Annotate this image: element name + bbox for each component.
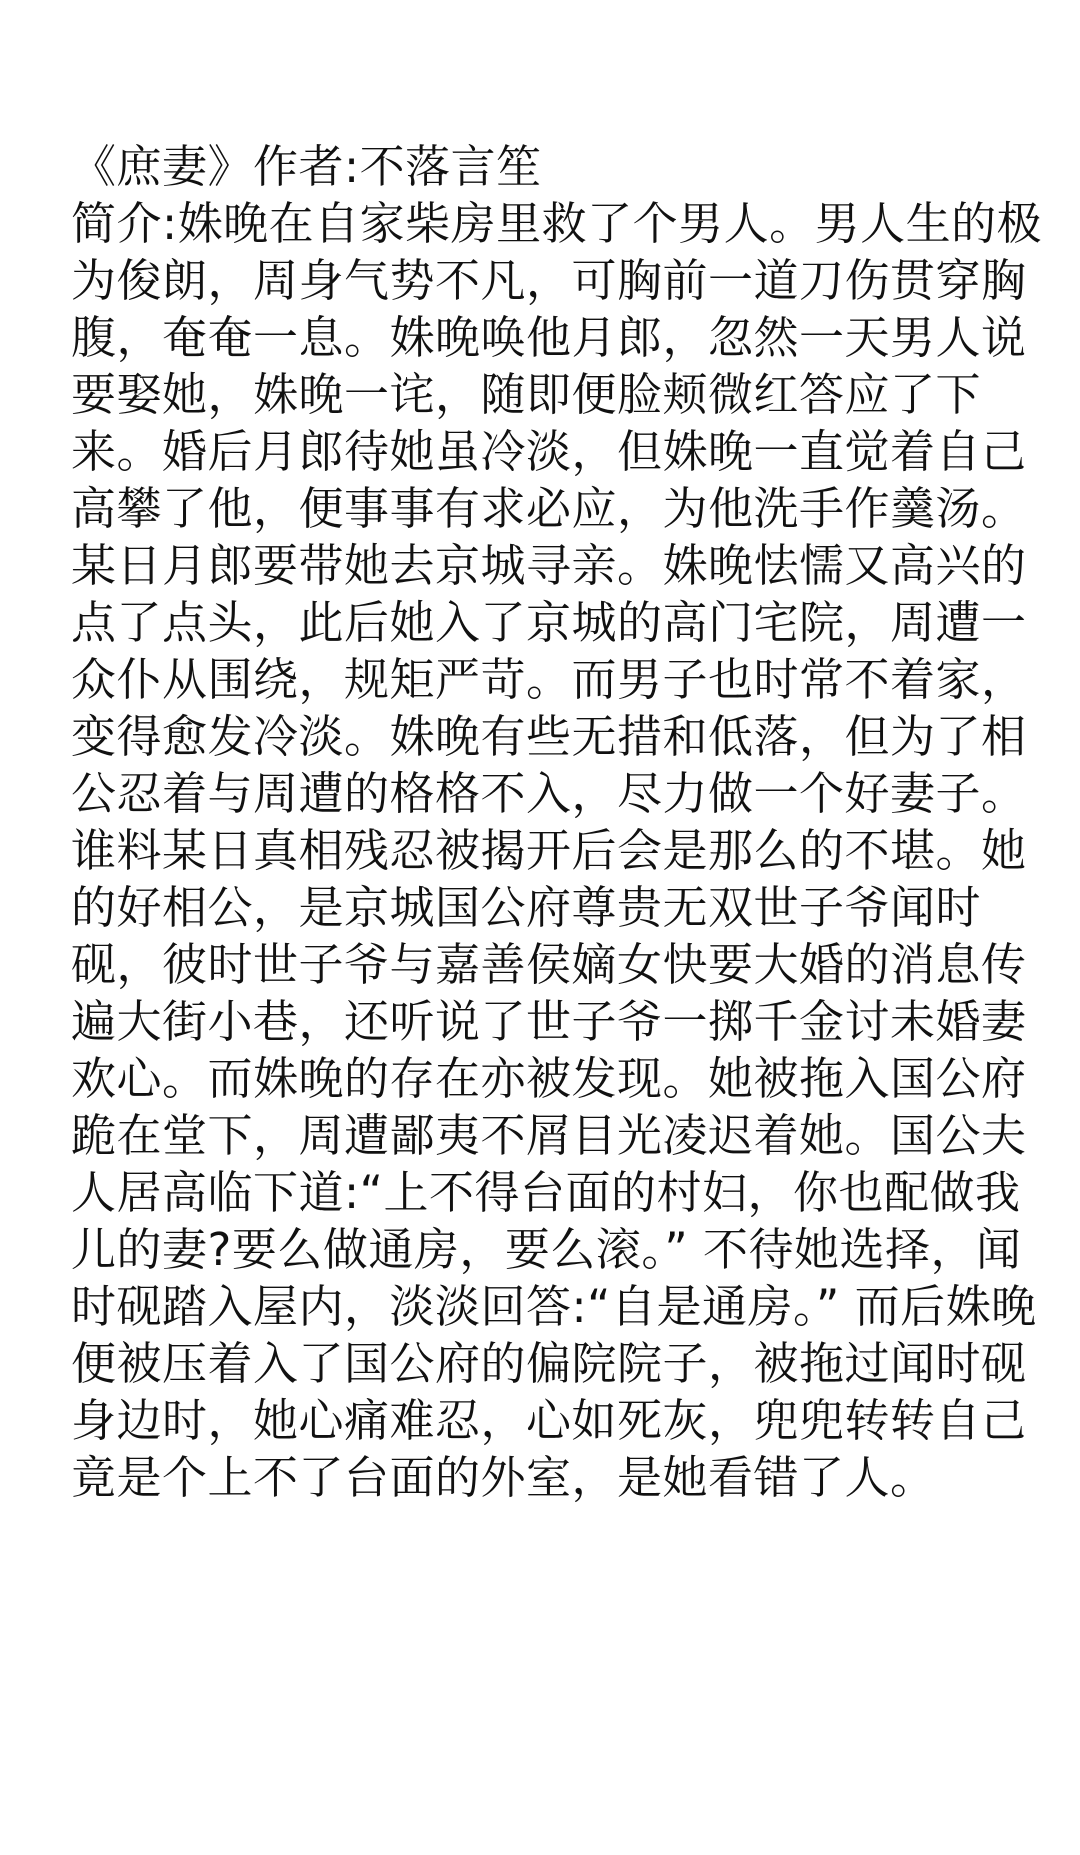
text-line: 为俊朗，周身气势不凡，可胸前一道刀伤贯穿胸	[71, 254, 1027, 307]
text-line: 时砚踏入屋内，淡淡回答:“自是通房。” 而后姝晚	[71, 1280, 1037, 1333]
text-line: 简介:姝晚在自家柴房里救了个男人。男人生的极	[71, 197, 1043, 250]
text-line: 变得愈发冷淡。姝晚有些无措和低落，但为了相	[71, 710, 1027, 763]
text-line: 来。婚后月郎待她虽冷淡，但姝晚一直觉着自己	[71, 425, 1027, 478]
text-line: 某日月郎要带她去京城寻亲。姝晚怯懦又高兴的	[71, 539, 1027, 592]
text-line: 便被压着入了国公府的偏院院子，被拖过闻时砚	[71, 1337, 1027, 1390]
text-line: 遍大街小巷，还听说了世子爷一掷千金讨未婚妻	[71, 995, 1027, 1048]
text-line: 跪在堂下，周遭鄙夷不屑目光凌迟着她。国公夫	[71, 1109, 1027, 1162]
text-line: 点了点头，此后她入了京城的高门宅院，周遭一	[71, 596, 1027, 649]
text-line: 腹，奄奄一息。姝晚唤他月郎，忽然一天男人说	[71, 311, 1027, 364]
text-line: 欢心。而姝晚的存在亦被发现。她被拖入国公府	[71, 1052, 1027, 1105]
text-line: 儿的妻?要么做通房，要么滚。” 不待她选择，闻	[71, 1223, 1022, 1276]
text-line: 的好相公，是京城国公府尊贵无双世子爷闻时	[71, 881, 982, 934]
text-line: 竟是个上不了台面的外室，是她看错了人。	[71, 1451, 936, 1504]
text-line: 身边时，她心痛难忍，心如死灰，兜兜转转自己	[71, 1394, 1027, 1447]
text-line: 众仆从围绕，规矩严苛。而男子也时常不着家，	[71, 653, 1027, 706]
document-body	[71, 138, 1043, 1506]
text-line: 公忍着与周遭的格格不入，尽力做一个好妻子。	[71, 767, 1027, 820]
text-line: 高攀了他，便事事有求必应，为他洗手作羹汤。	[71, 482, 1027, 535]
title-line: 《庶妻》作者:不落言笙	[71, 140, 542, 193]
text-line: 砚，彼时世子爷与嘉善侯嫡女快要大婚的消息传	[71, 938, 1027, 991]
text-line: 谁料某日真相残忍被揭开后会是那么的不堪。她	[71, 824, 1027, 877]
text-line: 要娶她，姝晚一诧，随即便脸颊微红答应了下	[71, 368, 982, 421]
text-line: 人居高临下道:“上不得台面的村妇，你也配做我	[71, 1166, 1021, 1219]
